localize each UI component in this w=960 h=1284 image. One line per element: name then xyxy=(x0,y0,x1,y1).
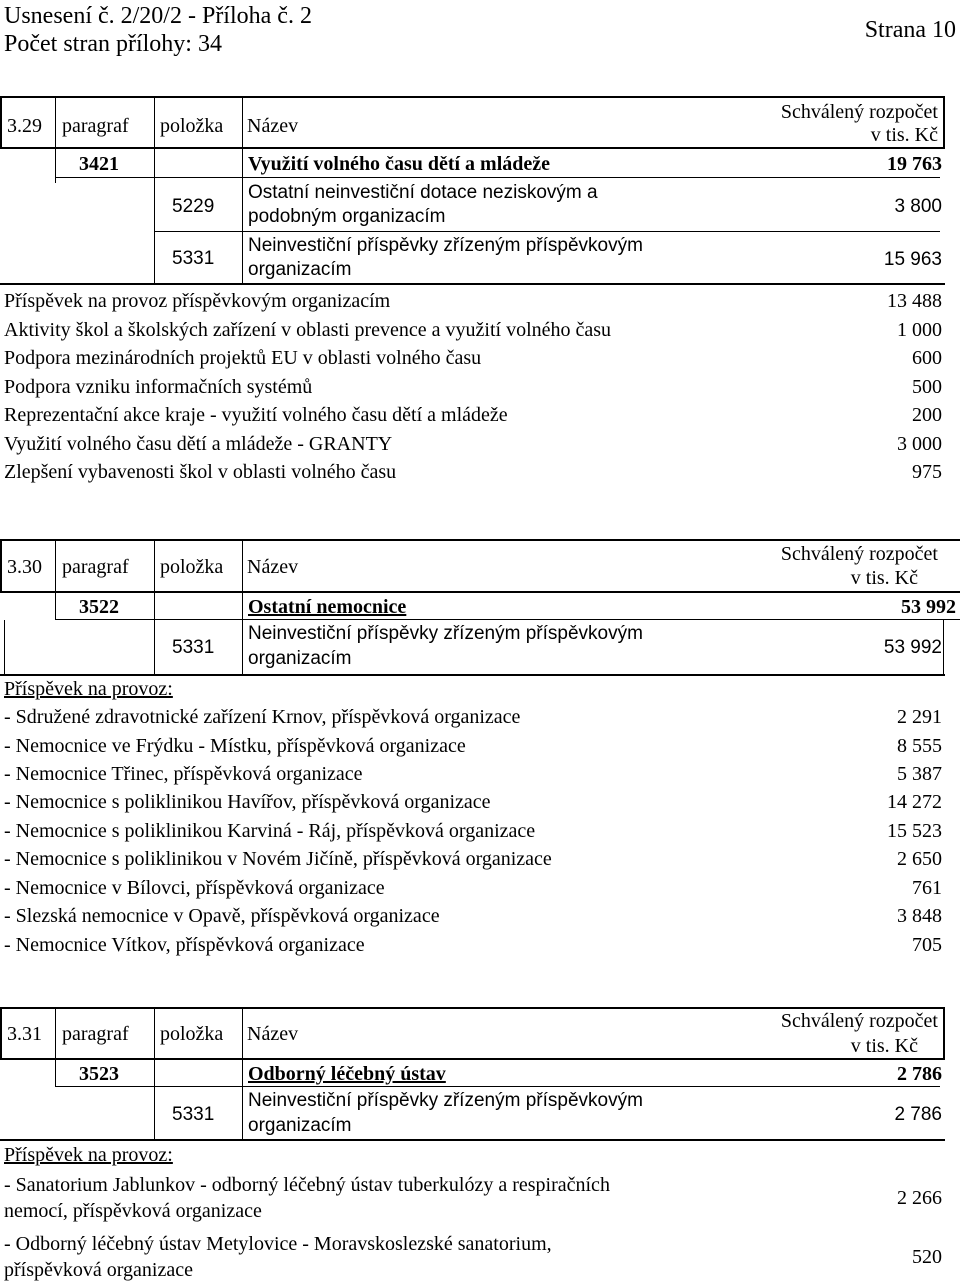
detail-line: - Nemocnice s poliklinikou Havířov, příspěvková organizace xyxy=(4,791,491,813)
item-name-line2: podobným organizacím xyxy=(248,206,446,227)
row-divider xyxy=(154,1059,155,1087)
paragraf-underline xyxy=(55,619,960,620)
item-amount: 2 786 xyxy=(894,1104,942,1125)
col-header-amount-unit: v tis. Kč xyxy=(850,567,918,589)
detail-amount: 14 272 xyxy=(887,791,942,813)
col-divider xyxy=(55,539,56,591)
item-name-line2: organizacím xyxy=(248,1115,352,1136)
detail-title: Příspěvek na provoz: xyxy=(4,678,173,700)
paragraf-name: Odborný léčebný ústav xyxy=(248,1063,446,1085)
detail-amount: 3 000 xyxy=(897,433,942,455)
col-header-amount: Schválený rozpočet xyxy=(780,1010,938,1032)
paragraf-amount: 53 992 xyxy=(901,596,956,618)
header-bottom-rule xyxy=(0,1058,945,1060)
row-divider xyxy=(55,1059,56,1087)
col-header-nazev: Název xyxy=(247,556,299,578)
detail-line: Zlepšení vybavenosti škol v oblasti volného času xyxy=(4,461,397,483)
col-header-paragraf: paragraf xyxy=(62,1023,129,1045)
row-divider xyxy=(55,592,56,620)
detail-amount: 2 266 xyxy=(897,1187,942,1209)
item-code: 5229 xyxy=(172,196,215,217)
detail-line: - Nemocnice s poliklinikou Karviná - Ráj, příspěvková organizace xyxy=(4,820,536,842)
detail-title: Příspěvek na provoz: xyxy=(4,1144,173,1166)
table-border-bottom xyxy=(0,1139,945,1141)
item-code: 5331 xyxy=(172,637,215,658)
col-divider xyxy=(55,96,56,148)
col-header-paragraf: paragraf xyxy=(62,556,129,578)
row-divider xyxy=(154,592,155,620)
detail-amount: 705 xyxy=(912,934,942,956)
item-code: 5331 xyxy=(172,248,215,269)
table-border-right xyxy=(943,96,945,148)
col-divider xyxy=(55,1007,56,1059)
item-name-line2: organizacím xyxy=(248,648,352,669)
table-border-bottom xyxy=(0,674,945,676)
detail-line: - Nemocnice s poliklinikou v Novém Jičíně, příspěvková organizace xyxy=(4,848,552,870)
detail-line: Podpora mezinárodních projektů EU v oblasti volného času xyxy=(4,347,482,369)
row-divider xyxy=(242,1087,243,1139)
paragraf-underline xyxy=(55,177,940,178)
detail-amount: 761 xyxy=(912,877,942,899)
detail-line: - Nemocnice Třinec, příspěvková organizace xyxy=(4,763,363,785)
item-name-line1: Neinvestiční příspěvky zřízeným příspěvkovým xyxy=(248,1090,643,1111)
table-border-left xyxy=(0,96,2,148)
col-header-nazev: Název xyxy=(247,115,299,137)
detail-amount: 1 000 xyxy=(897,319,942,341)
row-divider xyxy=(4,620,5,675)
item-name-line2: organizacím xyxy=(248,259,352,280)
detail-amount: 200 xyxy=(912,404,942,426)
detail-line: - Nemocnice v Bílovci, příspěvková organizace xyxy=(4,877,385,899)
paragraf-amount: 2 786 xyxy=(897,1063,942,1085)
document-title: Usnesení č. 2/20/2 - Příloha č. 2 xyxy=(4,3,312,29)
col-divider xyxy=(242,1007,243,1059)
table-border-right xyxy=(943,1007,945,1059)
table-border-top xyxy=(0,96,945,98)
row-divider xyxy=(943,620,944,675)
col-header-amount: Schválený rozpočet xyxy=(780,543,938,565)
item-name-line1: Neinvestiční příspěvky zřízeným příspěvkovým xyxy=(248,235,643,256)
col-divider xyxy=(154,539,155,591)
detail-line: Reprezentační akce kraje - využití volného času dětí a mládeže xyxy=(4,404,508,426)
page-number: Strana 10 xyxy=(864,17,956,43)
detail-line: Využití volného času dětí a mládeže - GRANTY xyxy=(4,433,393,455)
detail-amount: 600 xyxy=(912,347,942,369)
col-divider xyxy=(242,96,243,148)
page-count: Počet stran přílohy: 34 xyxy=(4,31,222,57)
detail-line: - Odborný léčebný ústav Metylovice - Moravskoslezské sanatorium, xyxy=(4,1233,552,1255)
section-number: 3.29 xyxy=(7,115,42,137)
col-divider xyxy=(154,1007,155,1059)
paragraf-code: 3421 xyxy=(79,153,119,175)
row-divider xyxy=(242,1059,243,1087)
detail-line: - Slezská nemocnice v Opavě, příspěvková organizace xyxy=(4,905,440,927)
item-name-line1: Neinvestiční příspěvky zřízeným příspěvkovým xyxy=(248,623,643,644)
detail-amount: 2 291 xyxy=(897,706,942,728)
item-amount: 53 992 xyxy=(883,637,942,658)
detail-line-cont: nemocí, příspěvková organizace xyxy=(4,1200,262,1222)
row-divider xyxy=(154,620,155,675)
col-header-polozka: položka xyxy=(160,115,224,137)
detail-amount: 2 650 xyxy=(897,848,942,870)
row-divider xyxy=(242,592,243,620)
col-header-polozka: položka xyxy=(160,1023,224,1045)
detail-amount: 8 555 xyxy=(897,735,942,757)
col-header-amount: Schválený rozpočet xyxy=(780,101,938,123)
detail-amount: 3 848 xyxy=(897,905,942,927)
table-border-top xyxy=(0,539,960,541)
detail-line: - Sdružené zdravotnické zařízení Krnov, příspěvková organizace xyxy=(4,706,521,728)
detail-line-cont: příspěvková organizace xyxy=(4,1259,193,1281)
paragraf-underline xyxy=(55,1086,940,1087)
detail-amount: 500 xyxy=(912,376,942,398)
detail-amount: 520 xyxy=(912,1246,942,1268)
item-name-line1: Ostatní neinvestiční dotace neziskovým a xyxy=(248,182,598,203)
table-border-bottom xyxy=(0,283,945,285)
item-code: 5331 xyxy=(172,1104,215,1125)
table-border-left xyxy=(0,1007,2,1059)
col-divider xyxy=(242,539,243,591)
section-number: 3.30 xyxy=(7,556,42,578)
item-amount: 15 963 xyxy=(883,249,942,270)
detail-line: - Sanatorium Jablunkov - odborný léčebný ústav tuberkulózy a respiračních xyxy=(4,1174,610,1196)
detail-line: Podpora vzniku informačních systémů xyxy=(4,376,313,398)
paragraf-code: 3522 xyxy=(79,596,119,618)
header-bottom-rule xyxy=(0,591,960,593)
table-border-left xyxy=(0,539,2,591)
col-header-polozka: položka xyxy=(160,556,224,578)
row-divider xyxy=(242,620,243,675)
paragraf-name: Využití volného času dětí a mládeže xyxy=(248,153,551,175)
detail-title-amount: 13 488 xyxy=(887,290,942,312)
col-header-amount-unit: v tis. Kč xyxy=(870,124,938,146)
item-separator xyxy=(154,231,940,232)
col-header-paragraf: paragraf xyxy=(62,115,129,137)
detail-line: Aktivity škol a školských zařízení v oblasti prevence a využití volného času xyxy=(4,319,612,341)
section-number: 3.31 xyxy=(7,1023,42,1045)
paragraf-code: 3523 xyxy=(79,1063,119,1085)
detail-amount: 5 387 xyxy=(897,763,942,785)
paragraf-amount: 19 763 xyxy=(887,153,942,175)
col-header-amount-unit: v tis. Kč xyxy=(850,1035,918,1057)
detail-amount: 975 xyxy=(912,461,942,483)
row-divider xyxy=(154,1087,155,1139)
col-divider xyxy=(154,96,155,148)
col-header-nazev: Název xyxy=(247,1023,299,1045)
paragraf-name: Ostatní nemocnice xyxy=(248,596,407,618)
detail-line: - Nemocnice ve Frýdku - Místku, příspěvková organizace xyxy=(4,735,466,757)
header-bottom-rule xyxy=(0,147,945,149)
detail-amount: 15 523 xyxy=(887,820,942,842)
detail-title: Příspěvek na provoz příspěvkovým organizacím xyxy=(4,290,391,312)
detail-line: - Nemocnice Vítkov, příspěvková organizace xyxy=(4,934,365,956)
item-amount: 3 800 xyxy=(894,196,942,217)
